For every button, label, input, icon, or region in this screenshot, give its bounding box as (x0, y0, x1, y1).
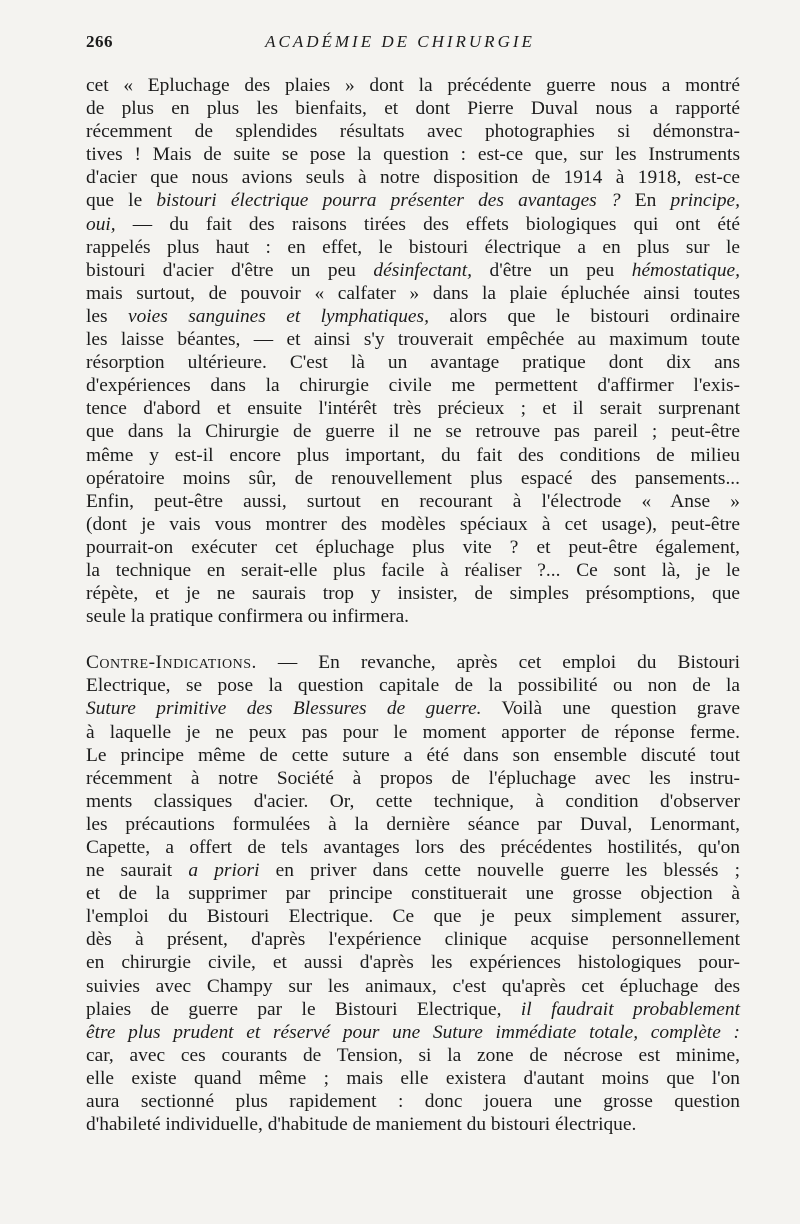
text-segment: même y est-il encore plus important, du fait des conditions de milieu (86, 444, 740, 466)
text-segment: tives ! Mais de suite se pose la question : est-ce que, sur les Instruments (86, 144, 740, 166)
text-line (86, 259, 740, 282)
text-segment: et de la supprimer par principe constituerait une grosse objection à (86, 883, 740, 905)
text-segment: elle existe quand même ; mais elle existera d'autant moins que l'on (86, 1067, 740, 1089)
text-segment: répète, et je ne saurais trop y insister, de simples présomptions, que (86, 583, 740, 605)
text-segment: d'expériences dans la chirurgie civile me permettent d'affirmer l'exis- (86, 375, 740, 397)
text-segment: alors que le bistouri ordinaire (428, 305, 740, 327)
text-segment: rappelés plus haut : en effet, le bistouri électrique a en plus sur le (86, 236, 740, 258)
text-line (86, 1021, 740, 1044)
text-line (86, 282, 740, 305)
text-segment: voies sanguines et lymphatiques, (127, 305, 429, 327)
text-segment: a priori (188, 860, 260, 882)
text-line (86, 882, 740, 905)
text-line (86, 120, 740, 143)
text-segment: seule la pratique confirmera ou infirmera. (86, 606, 410, 628)
text-segment: d'habileté individuelle, d'habitude de maniement du bistouri électrique. (86, 1114, 637, 1136)
text-line (86, 536, 740, 559)
text-line (86, 143, 740, 166)
text-line (86, 305, 740, 328)
text-segment: d'être un peu (471, 259, 632, 281)
text-line (86, 651, 740, 674)
text-line (86, 166, 740, 189)
text-line (86, 236, 740, 259)
text-line (86, 697, 740, 720)
text-line (86, 744, 740, 767)
text-line (86, 189, 740, 212)
text-line (86, 951, 740, 974)
text-line (86, 721, 740, 744)
text-segment: Suture primitive des Blessures de guerre. (86, 698, 482, 720)
text-segment: cet « Epluchage des plaies » dont la précédente guerre nous a montré (86, 75, 740, 96)
text-segment: à laquelle je ne peux pas pour le moment apporter de réponse ferme. (86, 721, 740, 743)
text-segment: que le (86, 190, 157, 212)
text-segment: bistouri électrique pourra présenter des avantages ? (156, 190, 621, 212)
text-line (86, 1090, 740, 1113)
text-line (86, 559, 740, 582)
page-header (86, 32, 714, 58)
text-segment: ne saurait (86, 860, 189, 882)
text-line (86, 582, 740, 605)
text-line (86, 836, 740, 859)
text-segment: dès à présent, d'après l'expérience clinique acquise personnellement (86, 929, 740, 951)
body-text (86, 74, 740, 1136)
text-line (86, 513, 740, 536)
text-line (86, 351, 740, 374)
text-segment: aura sectionné plus rapidement : donc jouera une grosse question (86, 1091, 740, 1113)
text-segment: Contre-Indications. (86, 652, 257, 674)
text-segment: Le principe même de cette suture a été dans son ensemble discuté tout (86, 744, 740, 766)
text-segment: — du fait des raisons tirées des effets biologiques qui ont été (115, 213, 740, 235)
text-line (86, 467, 740, 490)
text-line (86, 975, 740, 998)
text-segment: Voilà une question grave (481, 698, 740, 720)
text-line (86, 928, 740, 951)
text-segment: (dont je vais vous montrer des modèles spéciaux à cet usage), peut-être (86, 513, 740, 535)
text-segment: hémostatique, (631, 259, 740, 281)
page-number: 266 (86, 32, 113, 51)
text-segment: récemment à notre Société à propos de l'épluchage avec les instru- (86, 767, 740, 789)
text-segment: récemment de splendides résultats avec photographies si démonstra- (86, 121, 740, 143)
text-segment: mais surtout, de pouvoir « calfater » dans la plaie épluchée ainsi toutes (86, 282, 740, 304)
text-segment: que dans la Chirurgie de guerre il ne se retrouve pas pareil ; peut-être (86, 421, 740, 443)
text-line (86, 1044, 740, 1067)
text-line (86, 859, 740, 882)
text-segment: les laisse béantes, — et ainsi s'y trouverait empêchée au maximum toute (86, 329, 740, 351)
text-segment: opératoire moins sûr, de renouvellement plus espacé des pansements... (86, 467, 740, 489)
text-segment: les (86, 305, 128, 327)
text-line (86, 905, 740, 928)
text-segment: de plus en plus les bienfaits, et dont Pierre Duval nous a rapporté (86, 98, 740, 120)
text-segment: Electrique, se pose la question capitale de la possibilité ou non de la (86, 675, 740, 697)
text-line (86, 374, 740, 397)
text-line (86, 674, 740, 697)
text-line (86, 74, 740, 97)
text-segment: résorption ultérieure. C'est là un avantage pratique dont dix ans (86, 352, 740, 374)
text-segment: Capette, a offert de tels avantages lors des précédentes hostilités, qu'on (86, 837, 740, 858)
text-line (86, 1113, 740, 1136)
text-line (86, 444, 740, 467)
text-line (86, 397, 740, 420)
text-segment: bistouri d'acier d'être un peu (86, 259, 374, 281)
text-segment: oui, (86, 213, 116, 235)
text-line (86, 490, 740, 513)
text-line (86, 813, 740, 836)
text-segment: — En revanche, après cet emploi du Bistouri (256, 652, 740, 674)
text-line (86, 97, 740, 120)
text-line (86, 998, 740, 1021)
text-segment: il faudrait probablement (520, 998, 741, 1020)
text-segment: désinfectant, (373, 259, 472, 281)
text-segment: suivies avec Champy sur les animaux, c'est qu'après cet épluchage des (86, 975, 740, 997)
text-segment: principe, (670, 190, 740, 212)
text-segment: les précautions formulées à la dernière séance par Duval, Lenormant, (86, 813, 740, 835)
text-segment: la technique en serait-elle plus facile à réaliser ?... Ce sont là, je le (86, 559, 740, 581)
text-line (86, 605, 740, 628)
text-segment: Enfin, peut-être aussi, surtout en recourant à l'électrode « Anse » (86, 490, 740, 512)
running-head: ACADÉMIE DE CHIRURGIE (265, 32, 535, 51)
text-segment: être plus prudent et réservé pour une Suture immédiate totale, complète : (86, 1021, 740, 1043)
text-segment: d'acier que nous avions seuls à notre disposition de 1914 à 1918, est-ce (86, 167, 740, 189)
text-segment: ments classiques d'acier. Or, cette technique, à condition d'observer (86, 790, 740, 812)
text-segment: car, avec ces courants de Tension, si la zone de nécrose est minime, (86, 1044, 740, 1066)
text-segment: pourrait-on exécuter cet épluchage plus vite ? et peut-être également, (86, 536, 740, 558)
text-line (86, 213, 740, 236)
text-segment: en priver dans cette nouvelle guerre les blessés ; (259, 860, 741, 882)
text-segment: en chirurgie civile, et aussi d'après les expériences histologiques pour- (86, 952, 740, 974)
text-line (86, 1067, 740, 1090)
text-segment: l'emploi du Bistouri Electrique. Ce que je peux simplement assurer, (86, 906, 740, 928)
text-line (86, 767, 740, 790)
text-segment: tence d'abord et ensuite l'intérêt très précieux ; et il serait surprenant (86, 398, 740, 420)
text-line (86, 328, 740, 351)
text-segment: En (620, 190, 671, 212)
text-line (86, 790, 740, 813)
paragraph-2 (86, 651, 740, 1136)
paragraph-1 (86, 74, 740, 628)
text-line (86, 420, 740, 443)
text-segment: plaies de guerre par le Bistouri Electrique, (86, 998, 521, 1020)
